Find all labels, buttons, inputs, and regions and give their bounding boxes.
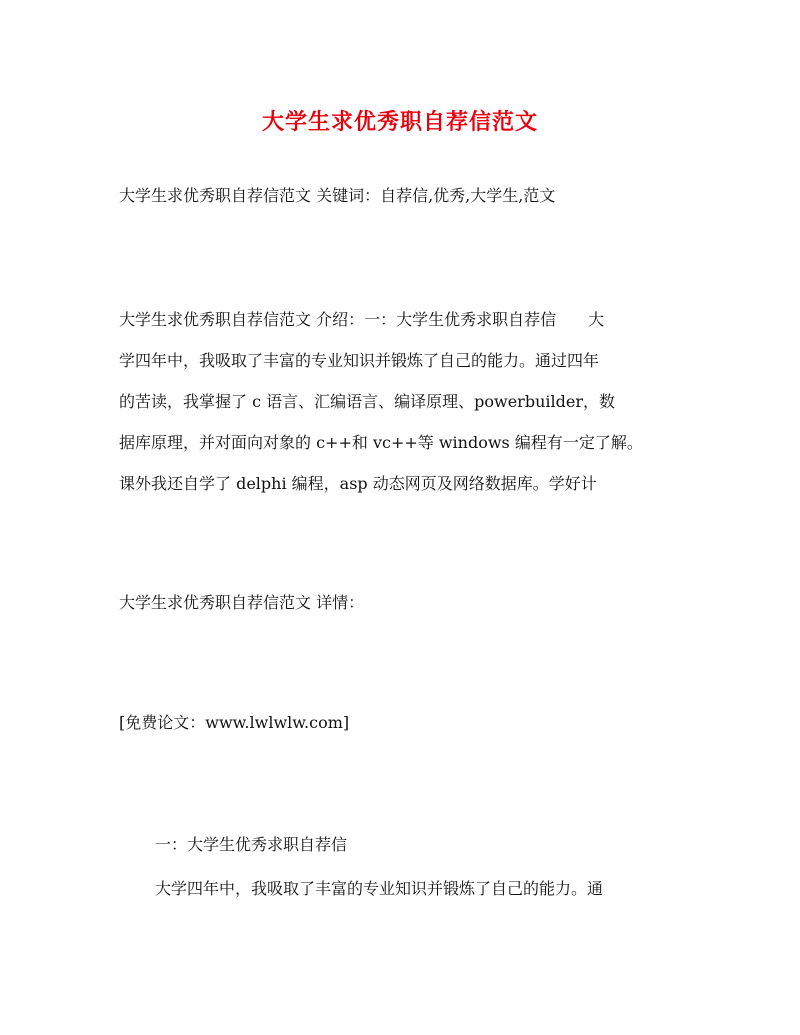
intro-line: 大学生求优秀职自荐信范文 介绍：一：大学生优秀求职自荐信 大 <box>119 310 605 329</box>
keywords-line: 大学生求优秀职自荐信范文 关键词：自荐信,优秀,大学生,范文 <box>119 186 556 205</box>
section-heading: 一：大学生优秀求职自荐信 <box>155 835 348 854</box>
intro-line: 的苦读，我掌握了 c 语言、汇编语言、编译原理、powerbuilder，数 <box>119 392 615 411</box>
intro-line: 课外我还自学了 delphi 编程，asp 动态网页及网络数据库。学好计 <box>119 474 597 493</box>
section-body-line: 大学四年中，我吸取了丰富的专业知识并锻炼了自己的能力。通 <box>155 879 604 898</box>
intro-line: 学四年中，我吸取了丰富的专业知识并锻炼了自己的能力。通过四年 <box>119 351 600 370</box>
intro-paragraph <box>119 310 685 515</box>
intro-line: 据库原理，并对面向对象的 c++和 vc++等 windows 编程有一定了解。 <box>119 433 643 452</box>
source-line: [免费论文：www.lwlwlw.com] <box>119 713 350 732</box>
details-line: 大学生求优秀职自荐信范文 详情： <box>119 593 365 612</box>
document-title: 大学生求优秀职自荐信范文 <box>261 109 538 135</box>
